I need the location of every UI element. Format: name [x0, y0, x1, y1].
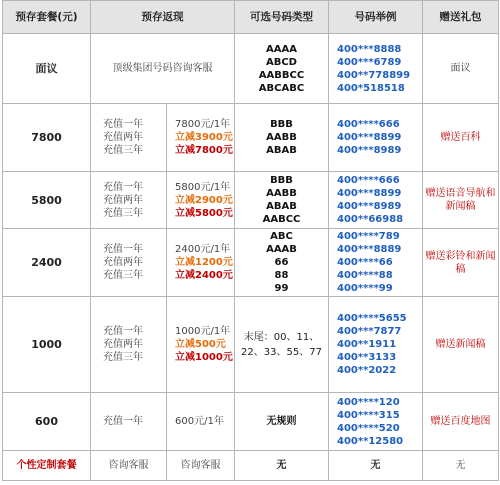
example-number: 400***6789 — [337, 56, 402, 68]
package-cell: 600 — [3, 393, 91, 451]
examples-cell — [329, 172, 423, 229]
plan-item: 充值三年 — [103, 145, 143, 156]
header-cashback: 预存返现 — [91, 1, 235, 34]
discount-item: 立减3900元 — [175, 132, 233, 143]
price-item: 2400元/1年 — [175, 244, 231, 255]
table-row — [3, 229, 499, 297]
plan-item: 充值三年 — [103, 270, 143, 281]
type-item: AABB — [266, 132, 297, 143]
type-item: AAAB — [266, 244, 297, 255]
example-number: 400****666 — [337, 175, 400, 186]
example-number: 400**778899 — [337, 69, 411, 81]
examples-cell — [329, 229, 423, 297]
gift-cell: 赠送新闻稿 — [423, 297, 499, 393]
plan-item: 充值一年 — [103, 416, 143, 427]
plan-cell: 咨询客服 — [91, 451, 167, 481]
table-row-custom — [3, 451, 499, 481]
prices-cell — [167, 393, 235, 451]
price-item: 600元/1年 — [175, 416, 224, 427]
package-cell: 个性定制套餐 — [3, 451, 91, 481]
price-item: 7800元/1年 — [175, 119, 231, 130]
types-cell — [235, 172, 329, 229]
plan-item: 充值两年 — [103, 194, 143, 206]
type-item: AABCC — [262, 214, 301, 225]
discount-item: 立减2900元 — [175, 194, 233, 206]
plans-cell — [91, 297, 167, 393]
gift-cell: 赠送语音导航和新闻稿 — [423, 172, 499, 229]
type-item: ABAB — [266, 201, 297, 212]
plan-item: 充值一年 — [103, 181, 143, 193]
types-cell — [235, 297, 329, 393]
type-item: AAAA — [266, 43, 297, 55]
example-number: 400***8899 — [337, 188, 402, 199]
plan-item: 充值两年 — [103, 257, 143, 268]
price-item: 1000元/1年 — [175, 326, 231, 337]
plans-cell — [91, 229, 167, 297]
type-item: 末尾：00、11、 — [243, 331, 320, 343]
discount-item: 立减7800元 — [175, 145, 233, 156]
gift-cell: 赠送百度地图 — [423, 393, 499, 451]
types-cell: 无 — [235, 451, 329, 481]
prices-cell — [167, 104, 235, 172]
type-item: ABCD — [265, 56, 297, 68]
gift-cell: 赠送彩铃和新闻稿 — [423, 229, 499, 297]
example-number: 400****120 — [337, 396, 400, 408]
discount-item: 立减2400元 — [175, 270, 233, 281]
example-number: 400****88 — [337, 270, 393, 281]
discount-item: 立减500元 — [175, 339, 226, 350]
plan-cell: 顶级集团号码咨询客服 — [91, 34, 235, 104]
type-item: AABBCC — [258, 69, 305, 81]
prices-cell — [167, 229, 235, 297]
examples-cell — [329, 297, 423, 393]
package-cell: 1000 — [3, 297, 91, 393]
discount-item: 立减1200元 — [175, 257, 233, 268]
plan-item: 充值一年 — [103, 244, 143, 255]
example-number: 400****99 — [337, 283, 393, 294]
example-number: 400****5655 — [337, 313, 407, 324]
package-cell: 面议 — [3, 34, 91, 104]
type-item: 88 — [274, 270, 289, 281]
types-cell: 无规则 — [235, 393, 329, 451]
plan-item: 充值三年 — [103, 207, 143, 219]
example-number: 400**12580 — [337, 435, 404, 447]
example-number: 400****666 — [337, 119, 400, 130]
example-number: 400**3133 — [337, 352, 397, 363]
table-row — [3, 34, 499, 104]
header-row — [3, 1, 499, 34]
type-item: ABAB — [266, 145, 297, 156]
gift-cell: 赠送百科 — [423, 104, 499, 172]
example-number: 400**66988 — [337, 214, 404, 225]
example-number: 400****315 — [337, 409, 400, 421]
plans-cell — [91, 104, 167, 172]
table-row — [3, 393, 499, 451]
example-number: 400***8899 — [337, 132, 402, 143]
type-item: 22、33、55、77 — [241, 346, 322, 358]
price-cell: 咨询客服 — [167, 451, 235, 481]
header-package: 预存套餐(元) — [3, 1, 91, 34]
examples-cell: 无 — [329, 451, 423, 481]
examples-cell — [329, 104, 423, 172]
type-item: 99 — [274, 283, 289, 294]
example-number: 400***7877 — [337, 326, 402, 337]
header-number-types: 可选号码类型 — [235, 1, 329, 34]
example-number: 400***8989 — [337, 201, 402, 212]
package-cell: 2400 — [3, 229, 91, 297]
plan-item: 充值两年 — [103, 132, 143, 143]
table-row — [3, 297, 499, 393]
types-cell — [235, 34, 329, 104]
type-item: BBB — [270, 119, 293, 130]
example-number: 400**2022 — [337, 365, 397, 376]
prices-cell — [167, 172, 235, 229]
table-row — [3, 172, 499, 229]
header-number-examples: 号码举例 — [329, 1, 423, 34]
type-item: AABB — [266, 188, 297, 199]
example-number: 400***8989 — [337, 145, 402, 156]
examples-cell — [329, 393, 423, 451]
type-item: 66 — [274, 257, 289, 268]
prices-cell — [167, 297, 235, 393]
examples-cell — [329, 34, 423, 104]
price-item: 5800元/1年 — [175, 181, 231, 193]
example-number: 400***8888 — [337, 43, 402, 55]
gift-cell: 无 — [423, 451, 499, 481]
plan-item: 充值一年 — [103, 326, 143, 337]
example-number: 400**1911 — [337, 339, 397, 350]
plans-cell — [91, 172, 167, 229]
example-number: 400***8889 — [337, 244, 402, 255]
type-item: ABCABC — [258, 82, 305, 94]
header-gift: 赠送礼包 — [423, 1, 499, 34]
discount-item: 立减1000元 — [175, 352, 233, 363]
plan-item: 充值一年 — [103, 119, 143, 130]
discount-item: 立减5800元 — [175, 207, 233, 219]
plan-item: 充值三年 — [103, 352, 143, 363]
types-cell — [235, 229, 329, 297]
type-item: ABC — [270, 231, 293, 242]
example-number: 400*518518 — [337, 82, 405, 94]
gift-cell: 面议 — [423, 34, 499, 104]
example-number: 400****789 — [337, 231, 400, 242]
package-cell: 7800 — [3, 104, 91, 172]
example-number: 400****520 — [337, 422, 400, 434]
table-row — [3, 104, 499, 172]
pricing-table — [2, 0, 499, 481]
plans-cell — [91, 393, 167, 451]
plan-item: 充值两年 — [103, 339, 143, 350]
types-cell — [235, 104, 329, 172]
package-cell: 5800 — [3, 172, 91, 229]
type-item: BBB — [270, 175, 293, 186]
example-number: 400****66 — [337, 257, 393, 268]
